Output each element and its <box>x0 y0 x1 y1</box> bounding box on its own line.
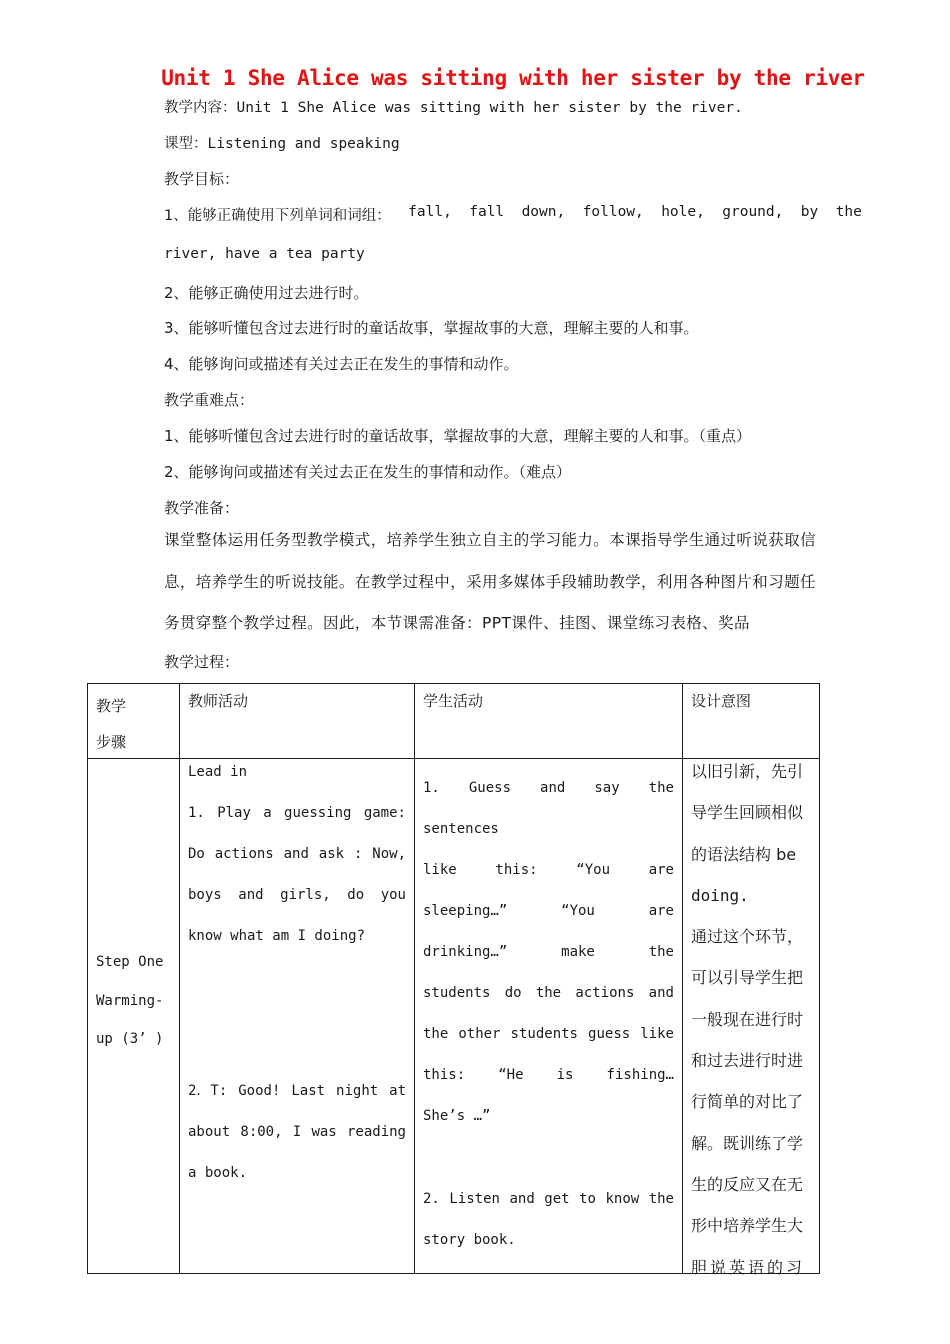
cell-word: this: <box>495 862 538 878</box>
cell-line <box>423 1014 674 1055</box>
key-point-2: 2、能够询问或描述有关过去正在发生的事情和动作。（难点） <box>164 463 572 481</box>
objective-1-word: follow, <box>582 204 644 220</box>
step-cell <box>88 759 180 1274</box>
page-title: Unit 1 She Alice was sitting with her sister by the river <box>161 66 865 90</box>
cell-word: She’s …” <box>423 1108 491 1124</box>
lesson-type: 课型：Listening and speaking <box>164 136 400 152</box>
objective-1-word: hole, <box>661 204 705 220</box>
cell-word: get <box>544 1191 570 1207</box>
cell-word: 1. <box>423 780 440 796</box>
cell-word: to <box>579 1191 596 1207</box>
preparation-line: 务贯穿整个教学过程。因此，本节课需准备：PPT课件、挂图、课堂练习表格、奖品 <box>164 614 750 632</box>
objective-1-word: the <box>835 204 862 220</box>
design-line: 胆说英语的习 <box>691 1257 806 1277</box>
content-line: 教学内容：Unit 1 She Alice was sitting with her sister by the river. <box>164 100 743 116</box>
cell-word: guess <box>588 1026 631 1042</box>
cell-word: “You <box>576 862 610 878</box>
step-line: up (3’ ) <box>96 1031 164 1047</box>
cell-word: fishing… <box>606 1067 674 1083</box>
process-table <box>87 683 820 1277</box>
cell-line <box>423 850 674 891</box>
cell-word: Listen <box>449 1191 500 1207</box>
teacher-activity-cell <box>180 759 415 1274</box>
cell-word: was <box>311 1124 337 1140</box>
cell-line <box>423 1220 674 1261</box>
cell-word: and <box>540 780 566 796</box>
cell-word: Do <box>188 846 205 862</box>
cell-line <box>188 875 406 916</box>
header-step-line: 教学 <box>96 697 127 715</box>
cell-word: “You <box>561 903 595 919</box>
cell-word: know what am I doing? <box>188 928 366 944</box>
cell-word: drinking…” <box>423 944 508 960</box>
cell-word: actions <box>575 985 635 1001</box>
header-design-label: 设计意图 <box>691 692 752 710</box>
cell-word: 2．T: <box>188 1083 228 1099</box>
cell-line <box>188 1071 406 1112</box>
objective-1 <box>164 204 864 225</box>
cell-word: girls, <box>280 887 331 903</box>
cell-line <box>423 932 674 973</box>
objective-1-word: fall <box>469 204 505 220</box>
objectives-heading: 教学目标： <box>164 170 240 188</box>
step-line: Step One <box>96 954 164 970</box>
cell-word: students <box>510 1026 578 1042</box>
cell-word: and <box>509 1191 535 1207</box>
cell-word: 2. <box>423 1191 440 1207</box>
cell-word: Play <box>217 805 251 821</box>
cell-word: and <box>283 846 309 862</box>
cell-word: like <box>423 862 457 878</box>
cell-word: the <box>535 985 562 1001</box>
design-intent-cell <box>683 759 820 1277</box>
design-line: 生的反应又在无 <box>691 1174 804 1194</box>
cell-word: do <box>347 887 365 903</box>
cell-word: actions <box>214 846 274 862</box>
cell-word: the <box>648 1191 674 1207</box>
cell-word: the <box>423 1026 449 1042</box>
cell-word: other <box>458 1026 501 1042</box>
objective-1-line <box>164 204 862 225</box>
cell-word: Now, <box>372 846 406 862</box>
cell-word: is <box>556 1067 574 1083</box>
cell-word: guessing <box>284 805 352 821</box>
cell-word: a <box>263 805 272 821</box>
cell-word: “He <box>498 1067 524 1083</box>
preparation-heading: 教学准备： <box>164 499 240 517</box>
key-points-heading: 教学重难点： <box>164 391 255 409</box>
design-line: 的语法结构 be <box>691 844 797 864</box>
cell-line <box>188 752 406 793</box>
cell-word: at <box>389 1083 406 1099</box>
design-line: doing. <box>691 885 749 905</box>
design-intent-text <box>691 751 813 1288</box>
student-activity-2 <box>423 1179 674 1261</box>
header-design <box>683 684 820 759</box>
cell-word: sleeping…” <box>423 903 508 919</box>
design-line: 一般现在进行时 <box>691 1009 804 1029</box>
key-point-1: 1、能够听懂包含过去进行时的童话故事，掌握故事的大意，理解主要的人和事。（重点） <box>164 427 752 445</box>
teacher-activity-2 <box>188 1071 406 1194</box>
cell-word: story book. <box>423 1232 516 1248</box>
cell-word: this: <box>423 1067 466 1083</box>
cell-word: sentences <box>423 821 499 837</box>
header-step-line: 步骤 <box>96 733 127 751</box>
cell-word: 1. <box>188 805 205 821</box>
cell-word: I <box>292 1124 302 1140</box>
cell-word: the <box>648 944 674 960</box>
cell-word: make <box>561 944 595 960</box>
cell-line <box>423 1055 674 1096</box>
cell-word: like <box>640 1026 674 1042</box>
header-teacher <box>180 684 415 759</box>
cell-word: know <box>605 1191 640 1207</box>
cell-line <box>423 1096 674 1137</box>
cell-word: boys <box>188 887 222 903</box>
cell-word: say <box>594 780 620 796</box>
cell-line <box>188 1153 406 1194</box>
objective-2: 2、能够正确使用过去进行时。 <box>164 284 369 302</box>
cell-word: and <box>238 887 264 903</box>
objective-4: 4、能够询问或描述有关过去正在发生的事情和动作。 <box>164 355 519 373</box>
cell-line <box>188 1112 406 1153</box>
process-heading: 教学过程： <box>164 653 240 671</box>
cell-word: the <box>648 780 674 796</box>
cell-word: : <box>353 846 363 862</box>
design-line: 以旧引新，先引 <box>691 762 804 781</box>
cell-word: Guess <box>468 780 512 796</box>
design-line: 可以引导学生把 <box>691 968 804 988</box>
objective-1-word: down, <box>521 204 566 220</box>
cell-word: you <box>380 887 406 903</box>
cell-word: Lead in <box>188 764 248 780</box>
design-line: 和过去进行时进 <box>691 1051 804 1071</box>
cell-word: night <box>336 1083 379 1099</box>
table-row <box>88 759 820 1274</box>
objective-1-word: by <box>800 204 819 220</box>
design-line: 行简单的对比了 <box>691 1092 804 1112</box>
cell-line <box>188 834 406 875</box>
cell-word: and <box>648 985 674 1001</box>
cell-line <box>423 891 674 932</box>
preparation-text <box>164 520 864 645</box>
student-activity-1 <box>423 768 674 1137</box>
cell-line <box>188 793 406 834</box>
objective-3: 3、能够听懂包含过去进行时的童话故事，掌握故事的大意，理解主要的人和事。 <box>164 319 699 337</box>
cell-word: are <box>648 862 674 878</box>
design-line: 形中培养学生大 <box>691 1216 804 1236</box>
cell-line <box>423 1179 674 1220</box>
cell-word: a book. <box>188 1165 248 1181</box>
header-student-label: 学生活动 <box>423 692 484 710</box>
cell-word: about <box>188 1124 231 1140</box>
design-line: 解。既训练了学 <box>691 1133 804 1153</box>
step-text <box>96 943 171 1059</box>
cell-word: do <box>504 985 522 1001</box>
student-activity-cell <box>415 759 683 1274</box>
cell-word: game: <box>363 805 406 821</box>
design-line: 通过这个环节， <box>691 927 804 947</box>
table-header-row <box>88 684 820 759</box>
objective-1-word: ground, <box>722 204 784 220</box>
cell-word: ask <box>318 846 345 862</box>
cell-word: students <box>423 985 491 1001</box>
header-step <box>88 684 180 759</box>
cell-word: Last <box>291 1083 326 1099</box>
cell-line <box>188 916 406 957</box>
design-line: 导学生回顾相似 <box>691 803 804 823</box>
header-teacher-label: 教师活动 <box>188 692 249 710</box>
cell-line <box>423 973 674 1014</box>
cell-word: Good! <box>238 1083 281 1099</box>
preparation-line: 课堂整体运用任务型教学模式，培养学生独立自主的学习能力。本课指导学生通过听说获取信 <box>164 531 816 549</box>
cell-word: 8:00, <box>240 1124 283 1140</box>
step-line: Warming- <box>96 992 164 1009</box>
objective-1-continued: river, have a tea party <box>164 246 365 262</box>
cell-word: are <box>648 903 674 919</box>
preparation-line: 息，培养学生的听说技能。在教学过程中，采用多媒体手段辅助教学，利用各种图片和习题任 <box>164 572 816 591</box>
objective-1-word: fall, <box>408 204 452 220</box>
cell-word: reading <box>346 1124 406 1140</box>
teacher-activity-1 <box>188 752 406 957</box>
cell-line <box>423 809 674 850</box>
header-student <box>415 684 683 759</box>
cell-line <box>423 768 674 809</box>
objective-1-lead: 1、能够正确使用下列单词和词组： <box>164 208 391 224</box>
